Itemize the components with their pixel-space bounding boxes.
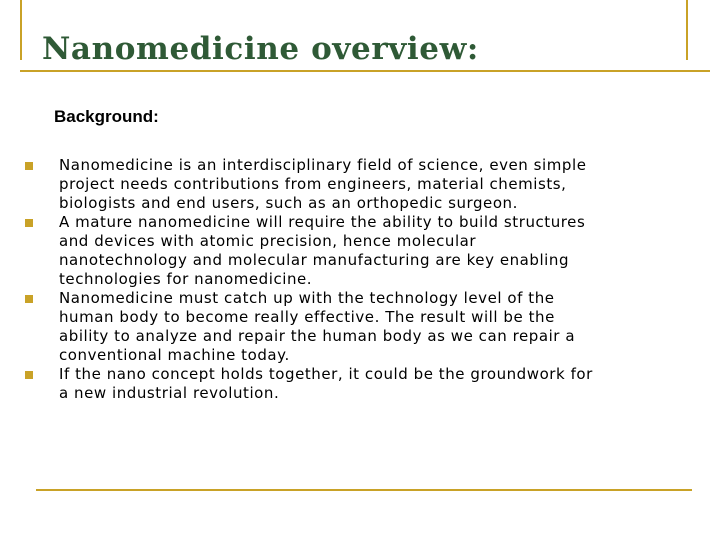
bullet-line: ability to analyze and repair the human body as we can repair a [59, 327, 576, 345]
bullet-line: biologists and end users, such as an orthopedic surgeon. [59, 194, 518, 212]
bullet-item [16, 289, 718, 365]
title-divider [20, 70, 710, 72]
bullet-line: Nanomedicine must catch up with the technology level of the [59, 289, 555, 307]
bullet-item [16, 213, 718, 289]
right-accent-line [686, 0, 688, 60]
left-accent-line [20, 0, 22, 60]
bullet-line: human body to become really effective. The result will be the [59, 308, 555, 326]
bullet-line: nanotechnology and molecular manufacturing are key enabling [59, 251, 570, 269]
bullet-item [16, 365, 718, 403]
bullet-line: a new industrial revolution. [59, 384, 280, 402]
square-bullet-icon [25, 219, 33, 227]
footer-divider [36, 489, 692, 491]
square-bullet-icon [25, 371, 33, 379]
square-bullet-icon [25, 162, 33, 170]
bullet-line: technologies for nanomedicine. [59, 270, 313, 288]
bullet-list [16, 156, 718, 403]
bullet-line: A mature nanomedicine will require the ability to build structures [59, 213, 586, 231]
bullet-line: and devices with atomic precision, hence molecular [59, 232, 477, 250]
bullet-line: If the nano concept holds together, it could be the groundwork for [59, 365, 593, 383]
bullet-line: project needs contributions from engineers, material chemists, [59, 175, 567, 193]
slide-title: Nanomedicine overview: [42, 31, 479, 67]
bullet-line: conventional machine today. [59, 346, 290, 364]
section-heading: Background: [54, 107, 159, 126]
bullet-line: Nanomedicine is an interdisciplinary field of science, even simple [59, 156, 587, 174]
square-bullet-icon [25, 295, 33, 303]
bullet-item [16, 156, 718, 213]
